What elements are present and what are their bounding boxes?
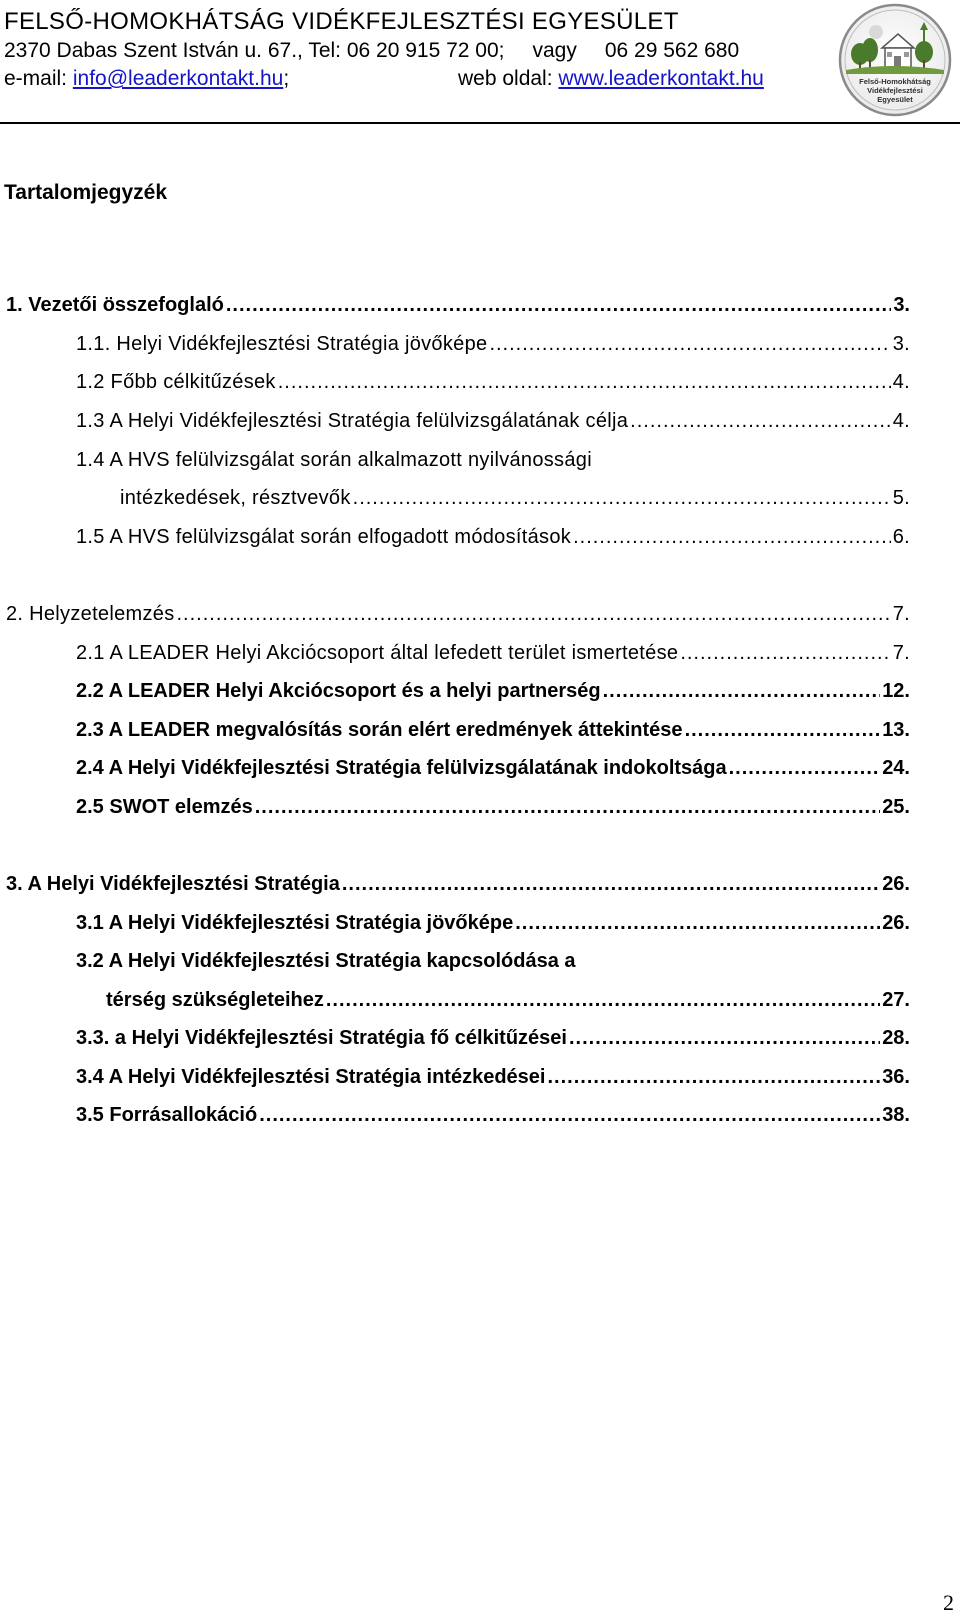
toc-leader-dots <box>226 292 891 318</box>
web-group <box>458 66 764 92</box>
toc-entry[interactable] <box>76 640 910 666</box>
toc-entry-page: 7. <box>892 603 910 625</box>
toc-entry-label: 3.4 A Helyi Vidékfejlesztési Stratégia intézkedései <box>76 1066 546 1088</box>
toc-entry-label: 3.1 A Helyi Vidékfejlesztési Stratégia jövőképe <box>76 912 514 934</box>
toc-entry-label: 1.5 A HVS felülvizsgálat során elfogadott módosítások <box>76 526 572 548</box>
toc-entry[interactable] <box>76 1064 910 1090</box>
toc-entry[interactable] <box>6 292 910 318</box>
address-line <box>4 38 739 64</box>
toc-entry-label: 2.1 A LEADER Helyi Akciócsoport által lefedett terület ismertetése <box>76 642 679 664</box>
toc-leader-dots <box>342 871 880 897</box>
toc-entry-label: 1.1. Helyi Vidékfejlesztési Stratégia jövőképe <box>76 333 488 355</box>
toc-entry[interactable] <box>76 524 910 550</box>
logo-text-3: Egyesület <box>877 95 913 104</box>
toc-entry[interactable] <box>76 1025 910 1051</box>
toc-entry-page: 36. <box>882 1066 910 1088</box>
toc-leader-dots <box>547 1064 880 1090</box>
web-label: web oldal: <box>458 67 553 90</box>
toc-entry-page: 28. <box>882 1027 910 1049</box>
toc-leader-dots <box>259 1102 880 1128</box>
toc-leader-dots <box>515 910 880 936</box>
organization-name: FELSŐ-HOMOKHÁTSÁG VIDÉKFEJLESZTÉSI EGYESÜLET <box>4 8 679 35</box>
toc-entry-label: 1. Vezetői összefoglaló <box>6 294 224 316</box>
header-divider <box>0 122 960 124</box>
toc-entry-page: 4. <box>892 371 910 393</box>
toc-leader-dots <box>680 640 890 666</box>
toc-entry-page: 26. <box>882 873 910 895</box>
or-word: vagy <box>532 39 577 62</box>
toc-entry-label: 1.2 Főbb célkitűzések <box>76 371 276 393</box>
toc-entry[interactable] <box>120 485 910 511</box>
toc-entry-page: 26. <box>882 912 910 934</box>
toc-entry-page: 24. <box>882 757 910 779</box>
toc-entry-label: 2.2 A LEADER Helyi Akciócsoport és a helyi partnerség <box>76 680 601 702</box>
toc-entry-label-line1[interactable]: 3.2 A Helyi Vidékfejlesztési Stratégia kapcsolódása a <box>76 950 576 972</box>
toc-entry[interactable] <box>76 794 910 820</box>
toc-entry-label: 1.3 A Helyi Vidékfejlesztési Stratégia felülvizsgálatának célja <box>76 410 629 432</box>
toc-entry-label: 2.3 A LEADER megvalósítás során elért eredmények áttekintése <box>76 719 683 741</box>
toc-entry-label-line1[interactable]: 1.4 A HVS felülvizsgálat során alkalmazott nyilvánossági <box>76 449 592 471</box>
web-link[interactable]: www.leaderkontakt.hu <box>558 67 764 90</box>
toc-entry-label: 3.5 Forrásallokáció <box>76 1104 258 1126</box>
toc-entry-page: 3. <box>892 333 910 355</box>
toc-leader-dots <box>255 794 880 820</box>
email-label: e-mail: <box>4 67 68 90</box>
address-text: 2370 Dabas Szent István u. 67., Tel: 06 20 915 72 00; <box>4 39 505 62</box>
toc-entry-label: 3.3. a Helyi Vidékfejlesztési Stratégia fő célkitűzései <box>76 1027 567 1049</box>
toc-entry-page: 4. <box>892 410 910 432</box>
sun-icon <box>869 25 883 39</box>
toc-entry[interactable] <box>76 408 910 434</box>
toc-entry-label: 2.4 A Helyi Vidékfejlesztési Stratégia felülvizsgálatának indokoltsága <box>76 757 727 779</box>
toc-entry[interactable] <box>76 910 910 936</box>
toc-entry-page: 5. <box>892 487 910 509</box>
logo-text-2: Vidékfejlesztési <box>867 86 923 95</box>
toc-entry-label: 2.5 SWOT elemzés <box>76 796 253 818</box>
toc-leader-dots <box>685 717 881 743</box>
association-logo <box>836 2 954 118</box>
toc-entry-page: 27. <box>882 989 910 1011</box>
toc-leader-dots <box>353 485 891 511</box>
toc-entry-page: 38. <box>882 1104 910 1126</box>
toc-leader-dots <box>489 331 890 357</box>
toc-entry-label: 3. A Helyi Vidékfejlesztési Stratégia <box>6 873 340 895</box>
toc-entry[interactable] <box>6 601 910 627</box>
email-link[interactable]: info@leaderkontakt.hu <box>72 67 284 90</box>
page-number: 2 <box>943 1590 954 1615</box>
toc-entry-page: 12. <box>882 680 910 702</box>
toc-leader-dots <box>569 1025 880 1051</box>
toc-title: Tartalomjegyzék <box>4 181 168 204</box>
toc-entry-label-cont: intézkedések, résztvevők <box>120 487 351 509</box>
toc-entry-page: 6. <box>892 526 910 548</box>
toc-leader-dots <box>630 408 891 434</box>
toc-entry-page: 7. <box>892 642 910 664</box>
toc-leader-dots <box>729 755 881 781</box>
contact-line <box>4 66 834 92</box>
phone-2: 06 29 562 680 <box>604 39 740 62</box>
toc-entry-page: 13. <box>882 719 910 741</box>
toc-entry-label-cont: térség szükségleteihez <box>106 989 324 1011</box>
letterhead <box>0 0 960 124</box>
toc-entry-page: 3. <box>893 294 910 316</box>
toc-entry[interactable] <box>76 678 910 704</box>
toc-entry[interactable] <box>76 331 910 357</box>
toc-entry-label: 2. Helyzetelemzés <box>6 603 175 625</box>
logo-text-1: Felső-Homokhátság <box>859 77 931 86</box>
toc-entry-page: 25. <box>882 796 910 818</box>
toc-entry[interactable] <box>76 755 910 781</box>
toc-entry[interactable] <box>76 717 910 743</box>
toc-leader-dots <box>278 369 891 395</box>
toc-leader-dots <box>573 524 891 550</box>
toc-leader-dots <box>603 678 881 704</box>
email-separator: ; <box>283 67 290 90</box>
toc-leader-dots <box>326 987 880 1013</box>
toc-leader-dots <box>177 601 891 627</box>
toc-entry[interactable] <box>76 1102 910 1128</box>
toc-entry[interactable] <box>76 369 910 395</box>
toc-entry[interactable] <box>6 871 910 897</box>
toc-entry[interactable] <box>106 987 910 1013</box>
